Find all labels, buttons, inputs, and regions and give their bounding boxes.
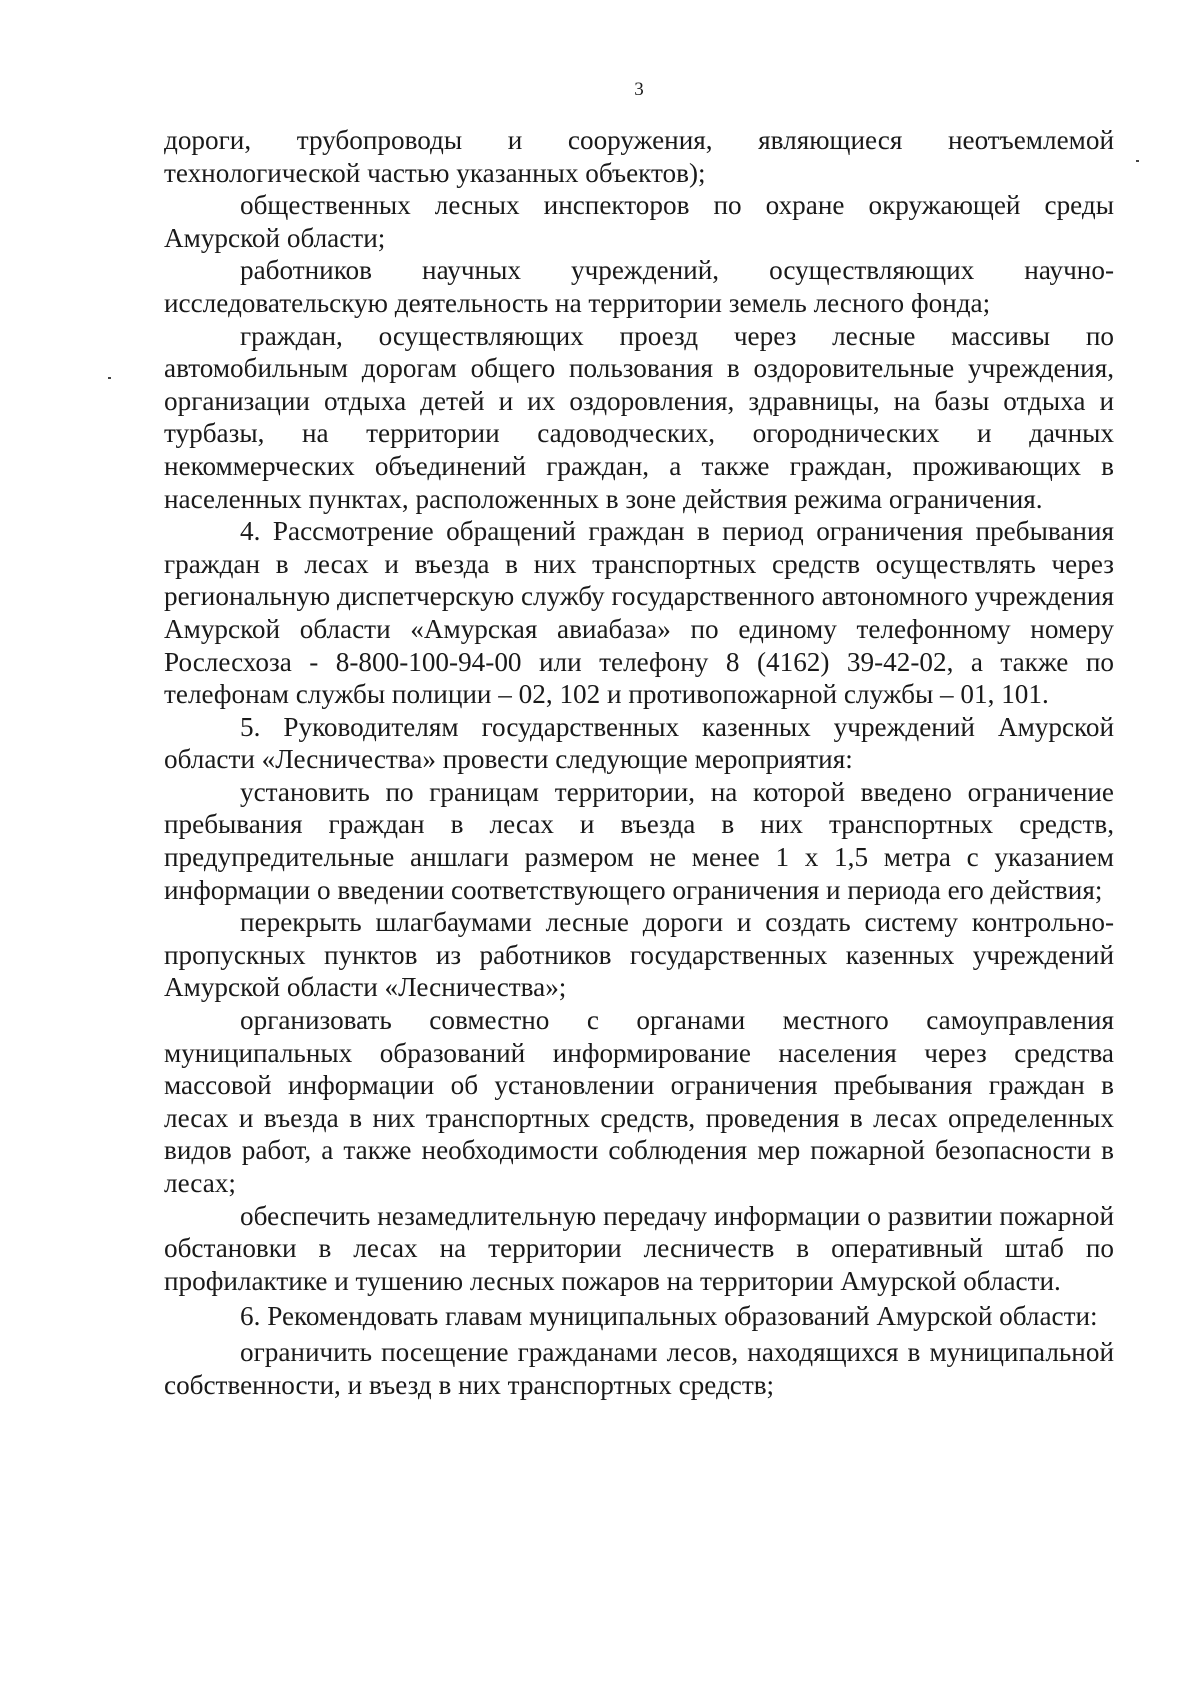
- list-item: работников научных учреждений, осуществляющих научно-исследовательскую деятельность на территории земель лесного фонда;: [164, 255, 1114, 318]
- document-body: [164, 124, 1114, 1401]
- page-number: 3: [634, 79, 644, 100]
- numbered-paragraph: 5. Руководителям государственных казенных учреждений Амурской области «Лесничества» провести следующие мероприятия:: [164, 711, 1114, 775]
- list-item: обеспечить незамедлительную передачу информации о развитии пожарной обстановки в лесах на территории лесничеств в оперативный штаб по профилактике и тушению лесных пожаров на территории Амурской области.: [164, 1200, 1114, 1296]
- scan-speck: [108, 377, 111, 379]
- numbered-paragraph: 4. Рассмотрение обращений граждан в период ограничения пребывания граждан в лесах и въезда в них транспортных средств осуществлять через региональную диспетчерскую службу государственного автономного учреждения Амурской области «Амурская авиабаза» по единому телефонному номеру Рослесхоза - 8-800-100-94-00 или телефону 8 (4162) 39-42-02, а также по телефонам службы полиции – 02, 102 и противопожарной службы – 01, 101.: [164, 516, 1114, 710]
- list-item: установить по границам территории, на которой введено ограничение пребывания граждан в лесах и въезда в них транспортных средств, предупредительные аншлаги размером не менее 1 х 1,5 метра с указанием информации о введении соответствующего ограничения и периода его действия;: [164, 776, 1114, 905]
- paragraph-continuation: дороги, трубопроводы и сооружения, являющиеся неотъемлемой технологической частью указанных объектов);: [164, 125, 1114, 188]
- list-item: ограничить посещение гражданами лесов, находящихся в муниципальной собственности, и въезд в них транспортных средств;: [164, 1336, 1114, 1400]
- numbered-paragraph: 6. Рекомендовать главам муниципальных образований Амурской области:: [240, 1301, 1098, 1332]
- list-item: общественных лесных инспекторов по охране окружающей среды Амурской области;: [164, 190, 1114, 253]
- list-item: граждан, осуществляющих проезд через лесные массивы по автомобильным дорогам общего пользования в оздоровительные учреждения, организации отдыха детей и их оздоровления, здравницы, на базы отдыха и турбазы, на территории садоводческих, огороднических и дачных некоммерческих объединений граждан, а также граждан, проживающих в населенных пунктах, расположенных в зоне действия режима ограничения.: [164, 320, 1114, 514]
- list-item: организовать совместно с органами местного самоуправления муниципальных образований информирование населения через средства массовой информации об установлении ограничения пребывания граждан в лесах и въезда в них транспортных средств, проведения в лесах определенных видов работ, а также необходимости соблюдения мер пожарной безопасности в лесах;: [164, 1005, 1114, 1198]
- scan-speck: [1136, 160, 1139, 162]
- list-item: перекрыть шлагбаумами лесные дороги и создать систему контрольно-пропускных пунктов из работников государственных казенных учреждений Амурской области «Лесничества»;: [164, 907, 1114, 1003]
